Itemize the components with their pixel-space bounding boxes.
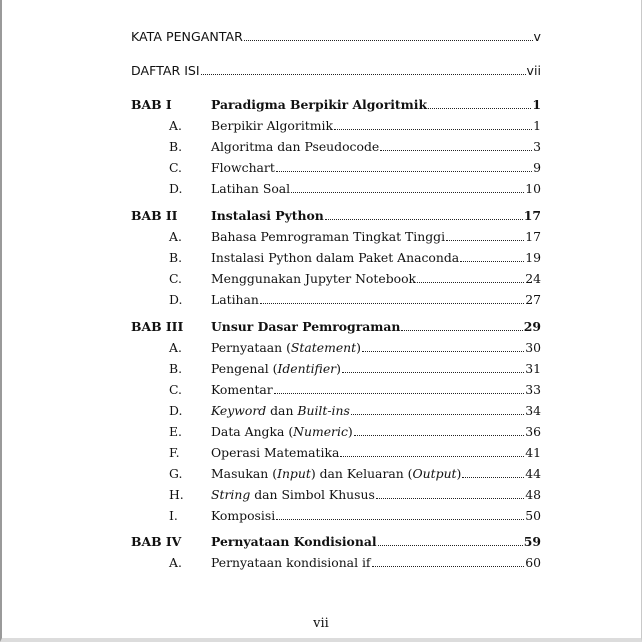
section-letter: A. (169, 229, 182, 244)
chapter-title: Instalasi Python (211, 208, 324, 223)
section-entry (131, 442, 541, 463)
dot-leader (372, 566, 525, 567)
section-entry (131, 136, 541, 157)
dot-leader (342, 372, 524, 373)
section-title: Masukan (Input) dan Keluaran (Output) (211, 466, 462, 481)
toc-page-number: 9 (533, 160, 541, 175)
page-number-footer: vii (313, 616, 329, 631)
toc-entry-kata-pengantar (131, 26, 541, 47)
toc-page-number: 17 (525, 229, 541, 244)
toc-page-number: 24 (525, 271, 541, 286)
dot-leader (462, 477, 524, 478)
section-letter: I. (169, 508, 178, 523)
dot-leader (351, 414, 524, 415)
section-title: String dan Simbol Khusus (211, 487, 375, 502)
toc-entry-title: DAFTAR ISI (131, 63, 200, 78)
section-letter: C. (169, 160, 182, 175)
dot-leader (380, 150, 532, 151)
dot-leader (428, 108, 531, 109)
dot-leader (276, 171, 532, 172)
section-letter: A. (169, 340, 182, 355)
dot-leader (401, 330, 522, 331)
section-letter: D. (169, 181, 183, 196)
dot-leader (354, 435, 524, 436)
toc-page-number: 36 (525, 424, 541, 439)
section-title: Flowchart (211, 160, 275, 175)
section-entry (131, 400, 541, 421)
section-letter: F. (169, 445, 180, 460)
toc-page-number: 44 (525, 466, 541, 481)
dot-leader (446, 240, 524, 241)
chapter-heading (131, 205, 541, 226)
section-entry (131, 268, 541, 289)
toc-page-number: 50 (525, 508, 541, 523)
section-title: Instalasi Python dalam Paket Anaconda (211, 250, 460, 265)
toc-page-number: 27 (525, 292, 541, 307)
section-title: Latihan Soal (211, 181, 291, 196)
chapter-heading (131, 94, 541, 115)
dot-leader (244, 40, 533, 41)
toc-page-number: 1 (533, 118, 541, 133)
dot-leader (340, 456, 524, 457)
section-entry (131, 552, 541, 573)
toc-page-number: 31 (525, 361, 541, 376)
dot-leader (291, 192, 524, 193)
toc-page-number: 34 (525, 403, 541, 418)
toc-page-number: 33 (525, 382, 541, 397)
toc-page-number: v (533, 29, 541, 44)
section-title: Operasi Matematika (211, 445, 340, 460)
section-entry (131, 247, 541, 268)
section-letter: H. (169, 487, 184, 502)
dot-leader (276, 519, 524, 520)
dot-leader (201, 74, 526, 75)
section-letter: B. (169, 250, 183, 265)
section-entry (131, 505, 541, 526)
chapter-label: BAB II (131, 208, 178, 223)
section-title: Algoritma dan Pseudocode (211, 139, 380, 154)
chapter-title: Pernyataan Kondisional (211, 534, 377, 549)
section-letter: C. (169, 271, 182, 286)
section-letter: D. (169, 403, 183, 418)
section-entry (131, 115, 541, 136)
dot-leader (325, 219, 523, 220)
section-letter: G. (169, 466, 183, 481)
section-entry (131, 178, 541, 199)
chapter-heading (131, 316, 541, 337)
section-letter: B. (169, 361, 183, 376)
toc-page-number: 59 (523, 534, 541, 549)
dot-leader (362, 351, 524, 352)
section-entry (131, 226, 541, 247)
section-title: Bahasa Pemrograman Tingkat Tinggi (211, 229, 446, 244)
dot-leader (260, 303, 524, 304)
section-entry (131, 421, 541, 442)
dot-leader (334, 129, 532, 130)
toc-page-number: 10 (525, 181, 541, 196)
toc-page-number: 60 (525, 555, 541, 570)
dot-leader (417, 282, 524, 283)
section-title: Komentar (211, 382, 273, 397)
section-title: Menggunakan Jupyter Notebook (211, 271, 417, 286)
section-entry (131, 379, 541, 400)
table-of-contents (131, 26, 541, 573)
toc-page-number: 30 (525, 340, 541, 355)
section-title: Keyword dan Built-ins (211, 403, 350, 418)
section-entry (131, 289, 541, 310)
section-title: Data Angka (Numeric) (211, 424, 353, 439)
dot-leader (376, 498, 524, 499)
section-letter: C. (169, 382, 182, 397)
toc-page-number: 29 (523, 319, 541, 334)
chapter-title: Unsur Dasar Pemrograman (211, 319, 401, 334)
toc-entry-daftar-isi (131, 60, 541, 81)
section-title: Berpikir Algoritmik (211, 118, 333, 133)
dot-leader (274, 393, 524, 394)
section-title: Pernyataan (Statement) (211, 340, 361, 355)
section-entry (131, 358, 541, 379)
section-title: Pengenal (Identifier) (211, 361, 341, 376)
section-entry (131, 337, 541, 358)
section-letter: B. (169, 139, 183, 154)
chapter-label: BAB IV (131, 534, 182, 549)
section-letter: E. (169, 424, 182, 439)
toc-page-number: vii (526, 63, 541, 78)
section-entry (131, 157, 541, 178)
section-entry (131, 463, 541, 484)
toc-page-number: 19 (525, 250, 541, 265)
chapter-heading (131, 531, 541, 552)
section-title: Komposisi (211, 508, 276, 523)
toc-page-number: 1 (532, 97, 541, 112)
toc-entry-title: KATA PENGANTAR (131, 29, 243, 44)
chapter-title: Paradigma Berpikir Algoritmik (211, 97, 428, 112)
toc-page-number: 17 (523, 208, 541, 223)
section-title: Pernyataan kondisional if (211, 555, 371, 570)
section-title: Latihan (211, 292, 259, 307)
chapter-label: BAB III (131, 319, 184, 334)
toc-page-number: 3 (533, 139, 541, 154)
dot-leader (460, 261, 524, 262)
section-letter: D. (169, 292, 183, 307)
toc-page-number: 48 (525, 487, 541, 502)
chapter-label: BAB I (131, 97, 172, 112)
section-entry (131, 484, 541, 505)
toc-page-number: 41 (525, 445, 541, 460)
section-letter: A. (169, 555, 182, 570)
section-letter: A. (169, 118, 182, 133)
dot-leader (378, 545, 523, 546)
